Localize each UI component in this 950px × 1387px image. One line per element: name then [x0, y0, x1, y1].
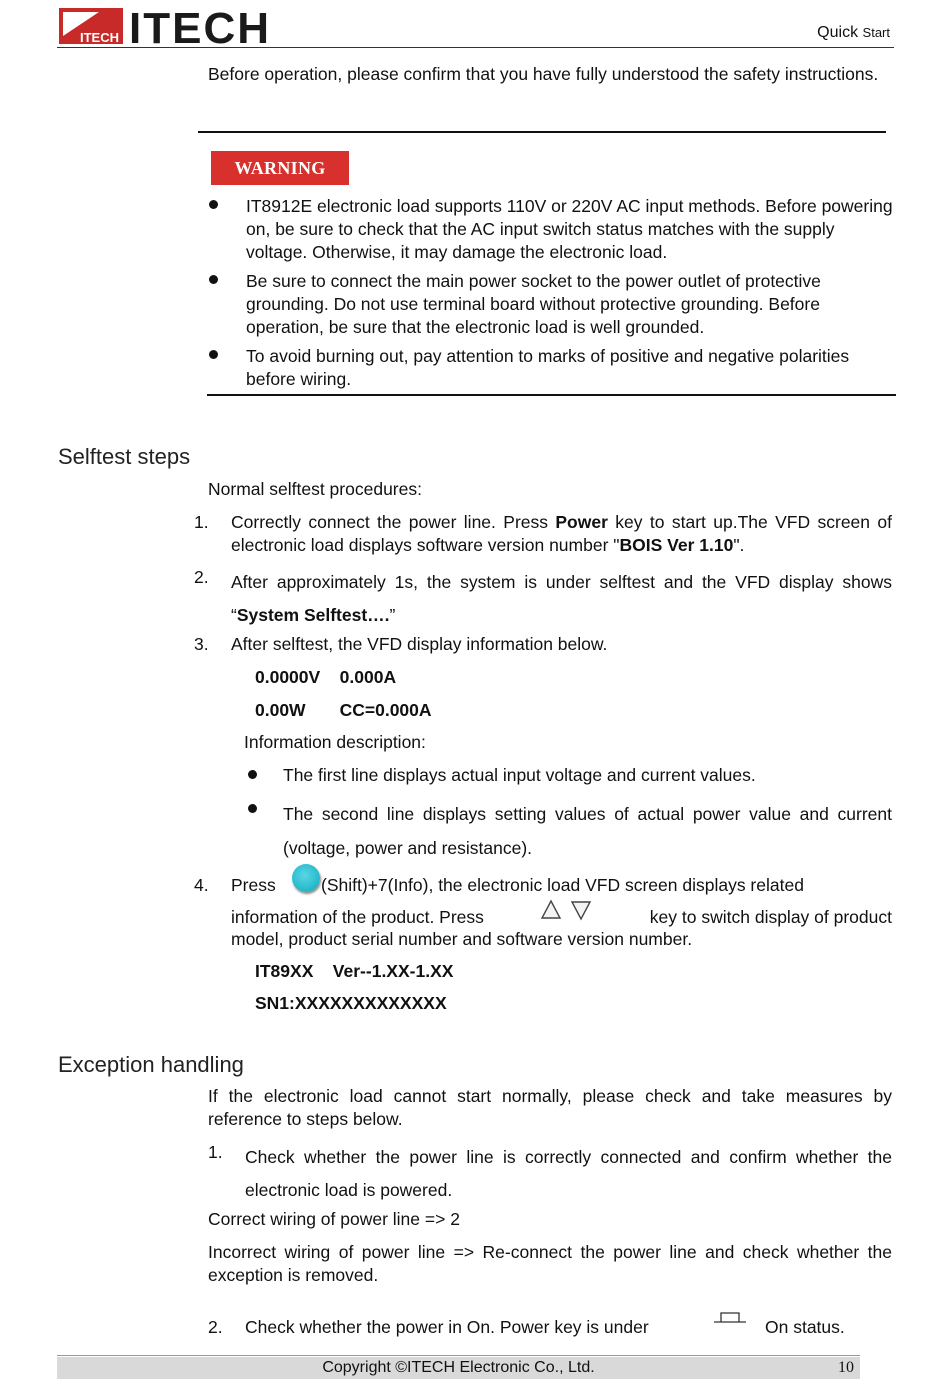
step-number: 2.: [194, 567, 209, 587]
info-description-title: Information description:: [244, 732, 426, 752]
vfd-serial-line: SN1:XXXXXXXXXXXXX: [255, 993, 447, 1013]
exception-step-2b: On status.: [765, 1317, 845, 1337]
power-key-label: Power: [555, 512, 608, 532]
step-number: 1.: [194, 512, 209, 532]
bullet-icon: [248, 770, 257, 779]
step4-shift-info: (Shift)+7(Info), the electronic load VFD screen displays related: [321, 875, 804, 895]
section-title-exception: Exception handling: [58, 1052, 244, 1077]
correct-wiring: Correct wiring of power line => 2: [208, 1209, 460, 1229]
warning-top-rule: [198, 131, 886, 133]
step1-text-b: key to start up.The VFD screen of electronic load displays software version number ": [231, 512, 892, 555]
warning-item-3: To avoid burning out, pay attention to marks of positive and negative polarities before wiring.: [246, 346, 850, 389]
intro-text: Before operation, please confirm that you have fully understood the safety instructions.: [208, 64, 879, 84]
bios-version: BOIS Ver 1.10: [619, 535, 734, 555]
selftest-step-1: [231, 511, 892, 557]
section-title-selftest: Selftest steps: [58, 444, 191, 469]
itech-logo: [59, 6, 295, 46]
step-number: 1.: [208, 1142, 223, 1162]
selftest-message: System Selftest….: [236, 605, 390, 625]
down-arrow-key-icon: [570, 899, 592, 921]
exception-step-2a: Check whether the power in On. Power key is under: [245, 1317, 649, 1337]
warning-item-2: Be sure to connect the main power socket to the power outlet of protective grounding. Do not use terminal board without protective grounding. Before operation, be sure that the electronic load is well grounded.: [246, 271, 821, 337]
shift-key-icon: [292, 864, 320, 892]
exception-step-1: Check whether the power line is correctly connected and confirm whether the electronic load is powered.: [245, 1147, 892, 1200]
step4-line2a: information of the product. Press: [231, 907, 484, 927]
step-number: 3.: [194, 634, 209, 654]
warning-bottom-rule: [207, 394, 896, 396]
step-number: 4.: [194, 875, 209, 895]
logo-text: ITECH: [129, 6, 271, 46]
step4-press: Press: [231, 875, 276, 895]
step1-text-c: ".: [733, 535, 745, 555]
vfd-line-2: 0.00W CC=0.000A: [255, 700, 432, 720]
bullet-icon: [209, 200, 218, 209]
info-item-2: The second line displays setting values of actual power value and current (voltage, power and resistance).: [283, 804, 892, 858]
step1-text-a: Correctly connect the power line. Press: [231, 512, 556, 532]
warning-badge: WARNING: [211, 151, 349, 185]
header-rule: [57, 47, 894, 48]
step2-text-b: ”: [389, 605, 396, 625]
selftest-step-3: After selftest, the VFD display information below.: [231, 634, 608, 654]
footer-copyright: Copyright ©ITECH Electronic Co., Ltd.: [322, 1359, 595, 1376]
header-section-quick: Quick: [817, 24, 859, 41]
bullet-icon: [209, 350, 218, 359]
bullet-icon: [248, 804, 257, 813]
step4-line3: model, product serial number and software version number.: [231, 929, 693, 949]
header-section-label: [817, 24, 890, 42]
step4-line2b: key to switch display of product: [649, 907, 892, 927]
info-item-1: The first line displays actual input voltage and current values.: [283, 765, 756, 785]
step-number: 2.: [208, 1317, 223, 1337]
power-key-on-icon: [712, 1310, 748, 1324]
vfd-line-1: 0.0000V 0.000A: [255, 667, 397, 687]
step2-text-a: After approximately 1s, the system is under selftest and the VFD display shows “: [231, 572, 892, 625]
bullet-icon: [209, 275, 218, 284]
warning-item-1: IT8912E electronic load supports 110V or 220V AC input methods. Before powering on, be sure to check that the AC input switch status matches with the supply voltage. Otherwise, it may damage the electronic load.: [246, 196, 893, 262]
up-arrow-key-icon: [540, 899, 562, 921]
selftest-lead: Normal selftest procedures:: [208, 479, 422, 499]
page-number: 10: [838, 1359, 854, 1376]
incorrect-wiring: Incorrect wiring of power line => Re-connect the power line and check whether the exception is removed.: [208, 1242, 892, 1285]
selftest-step-2: [231, 566, 892, 632]
footer-rule: [57, 1355, 860, 1356]
vfd-model-line: IT89XX Ver--1.XX-1.XX: [255, 961, 454, 981]
logo-small-text: ITECH: [80, 30, 119, 45]
header-section-start: Start: [862, 25, 890, 40]
exception-intro: If the electronic load cannot start normally, please check and take measures by reference to steps below.: [208, 1086, 892, 1129]
